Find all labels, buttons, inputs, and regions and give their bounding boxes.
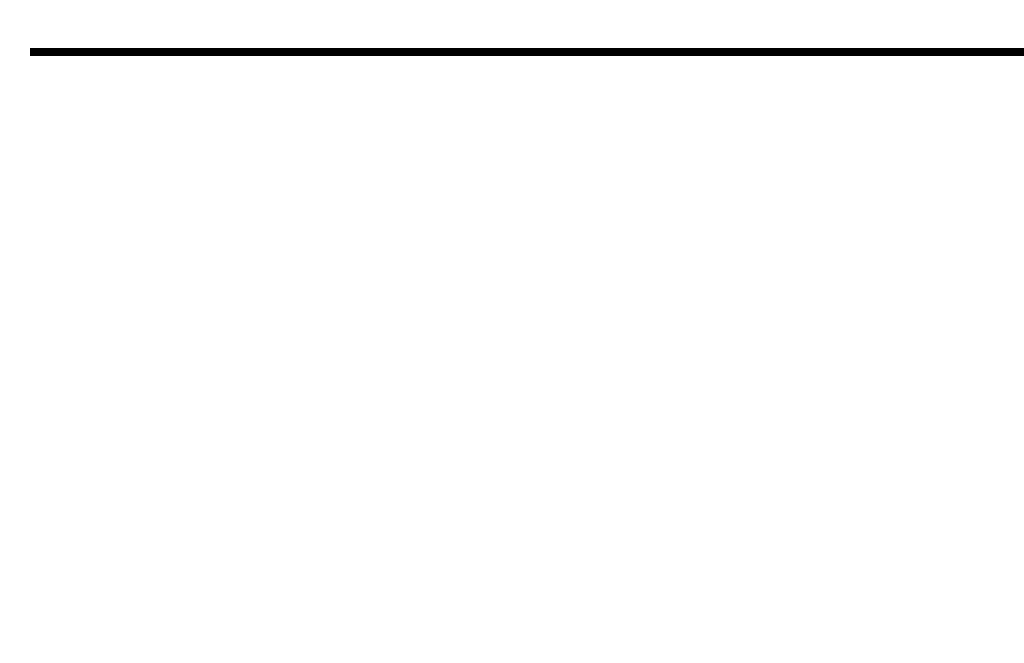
weekday-header	[30, 38, 1024, 48]
calendar-grid	[30, 56, 1024, 426]
header-divider	[30, 48, 1024, 56]
